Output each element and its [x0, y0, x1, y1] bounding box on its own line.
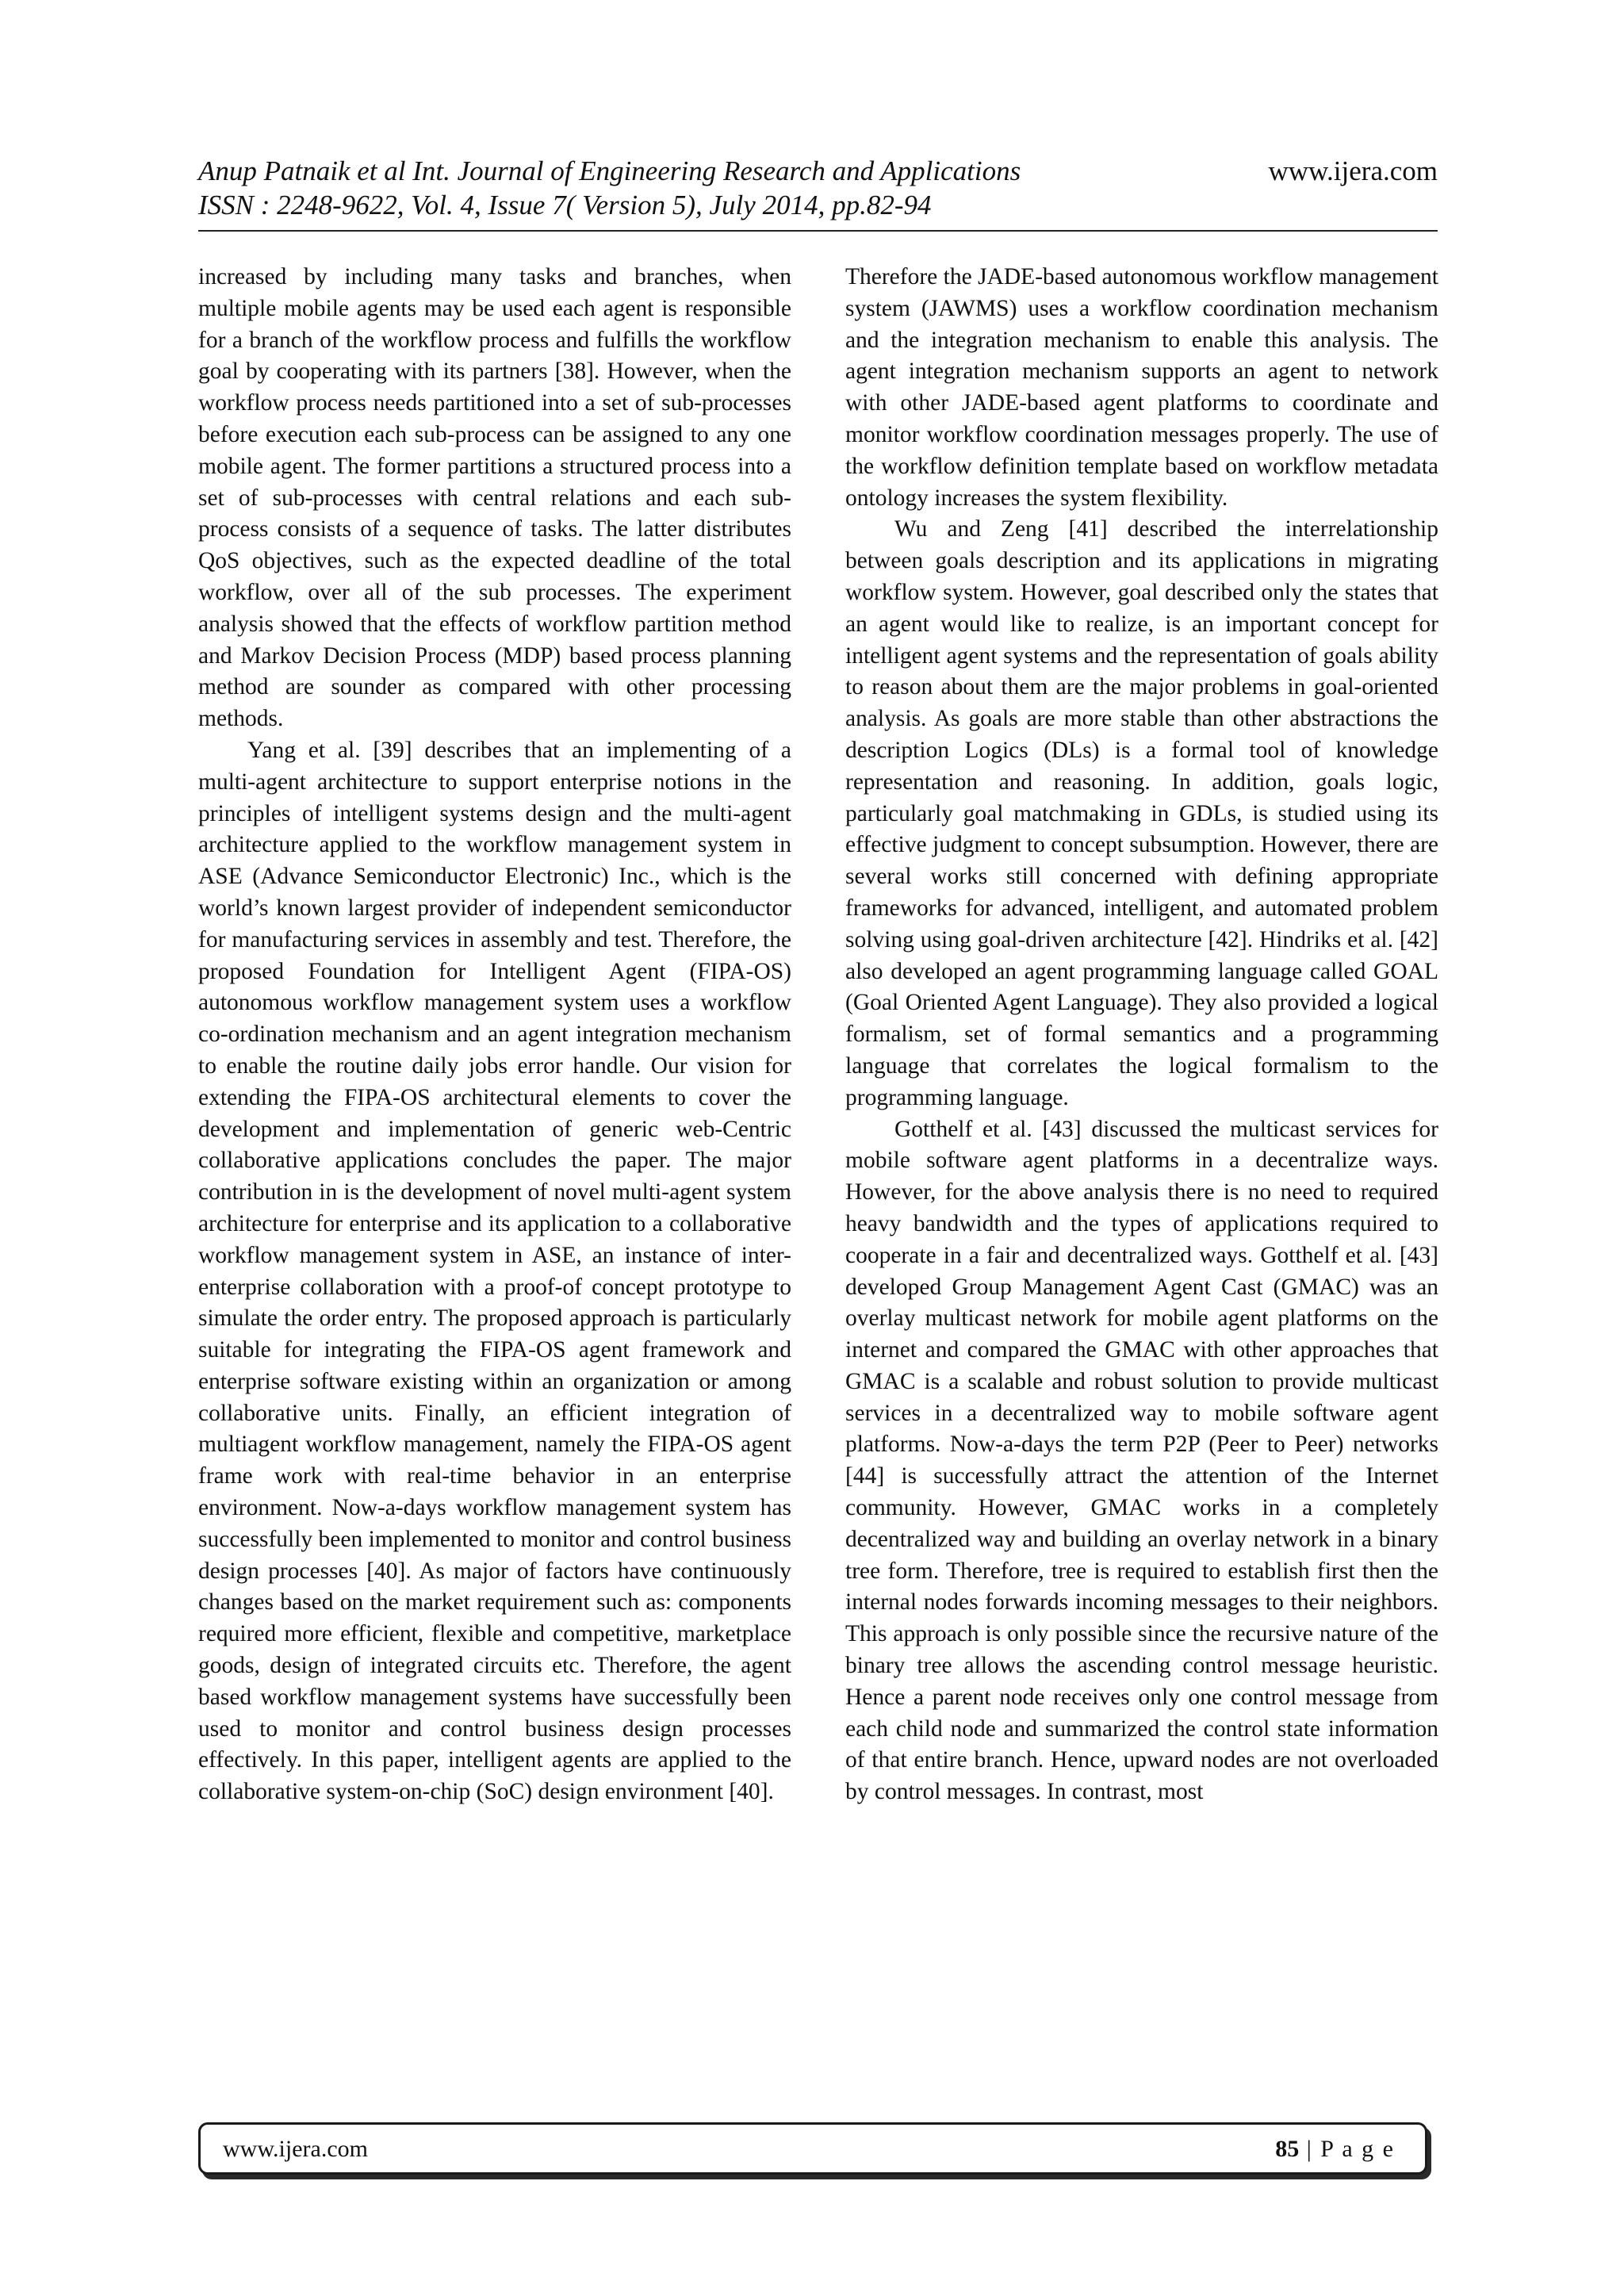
journal-title: Anup Patnaik et al Int. Journal of Engineering Research and Applications: [198, 155, 1021, 186]
left-column: [198, 262, 791, 1808]
paragraph: Therefore the JADE-based autonomous workflow management system (JAWMS) uses a workflow coordination mechanism and the integration mechanism to enable this analysis. The agent integration mechanism supports an agent to network with other JADE-based agent platforms to coordinate and monitor workflow coordination messages properly. The use of the workflow definition template based on workflow metadata ontology increases the system flexibility.: [845, 264, 1438, 511]
paragraph: Yang et al. [39] describes that an implementing of a multi-agent architecture to support enterprise notions in the principles of intelligent systems design and the multi-agent architecture applied to the workflow management system in ASE (Advance Semiconductor Electronic) Inc., which is the world’s known largest provider of independent semiconductor for manufacturing services in assembly and test. Therefore, the proposed Foundation for Intelligent Agent (FIPA-OS) autonomous workflow management system uses a workflow co-ordination mechanism and an agent integration mechanism to enable the routine daily jobs error handle. Our vision for extending the FIPA-OS architectural elements to cover the development and implementation of generic web-Centric collaborative applications concludes the paper. The major contribution in is the development of novel multi-agent system architecture for enterprise and its application to a collaborative workflow management system in ASE, an instance of inter-enterprise collaboration with a proof-of concept prototype to simulate the order entry. The proposed approach is particularly suitable for integrating the FIPA-OS agent framework and enterprise software existing within an organization or among collaborative units. Finally, an efficient integration of multiagent workflow management, namely the FIPA-OS agent frame work with real-time behavior in an enterprise environment. Now-a-days workflow management system has successfully been implemented to monitor and control business design processes [40]. As major of factors have continuously changes based on the market requirement such as: components required more efficient, flexible and competitive, marketplace goods, design of integrated circuits etc. Therefore, the agent based workflow management systems have successfully been used to monitor and control business design processes effectively. In this paper, intelligent agents are applied to the collaborative system-on-chip (SoC) design environment [40].: [198, 737, 792, 1805]
page-footer: [198, 2122, 1427, 2175]
issn-line: ISSN : 2248-9622, Vol. 4, Issue 7( Version 5), July 2014, pp.82-94: [198, 190, 932, 220]
paragraph: increased by including many tasks and branches, when multiple mobile agents may be used each agent is responsible for a branch of the workflow process and fulfills the workflow goal by cooperating with its partners [38]. However, when the workflow process needs partitioned into a set of sub-processes before execution each sub-process can be assigned to any one mobile agent. The former partitions a structured process into a set of sub-processes with central relations and each sub-process consists of a sequence of tasks. The latter distributes QoS objectives, such as the expected deadline of the total workflow, over all of the sub processes. The experiment analysis showed that the effects of workflow partition method and Markov Decision Process (MDP) based process planning method are sounder as compared with other processing methods.: [198, 264, 791, 732]
page-number: [1275, 2134, 1395, 2164]
paragraph: Wu and Zeng [41] described the interrelationship between goals description and its applications in migrating workflow system. However, goal described only the states that an agent would like to realize, is an important concept for intelligent agent systems and the representation of goals ability to reason about them are the major problems in goal-oriented analysis. As goals are more stable than other abstractions the description Logics (DLs) is a formal tool of knowledge representation and reasoning. In addition, goals logic, particularly goal matchmaking in GDLs, is studied using its effective judgment to concept subsumption. However, there are several works still concerned with defining appropriate frameworks for advanced, intelligent, and automated problem solving using goal-driven architecture [42]. Hindriks et al. [42] also developed an agent programming language called GOAL (Goal Oriented Agent Language). They also provided a logical formalism, set of formal semantics and a programming language that correlates the logical formalism to the programming language.: [845, 516, 1438, 1110]
page-label: | P a g e: [1306, 2136, 1395, 2162]
paragraph: Gotthelf et al. [43] discussed the multicast services for mobile software agent platforms in a decentralize ways. However, for the above analysis there is no need to required heavy bandwidth and the types of applications required to cooperate in a fair and decentralized ways. Gotthelf et al. [43] developed Group Management Agent Cast (GMAC) was an overlay multicast network for mobile agent platforms on the internet and compared the GMAC with other approaches that GMAC is a scalable and robust solution to provide multicast services in a decentralized way to mobile software agent platforms. Now-a-days the term P2P (Peer to Peer) networks [44] is successfully attract the attention of the Internet community. However, GMAC works in a completely decentralized way and building an overlay network in a binary tree form. Therefore, tree is required to establish first then the internal nodes forwards incoming messages to their neighbors. This approach is only possible since the recursive nature of the binary tree allows the ascending control message heuristic. Hence a parent node receives only one control message from each child node and summarized the control state information of that entire branch. Hence, upward nodes are not overloaded by control messages. In contrast, most: [845, 1116, 1438, 1805]
header-website: www.ijera.com: [1268, 155, 1438, 186]
footer-website: www.ijera.com: [223, 2136, 368, 2162]
page-number-value: 85: [1275, 2136, 1300, 2162]
running-header: [198, 155, 1438, 232]
right-column: [845, 262, 1438, 1808]
